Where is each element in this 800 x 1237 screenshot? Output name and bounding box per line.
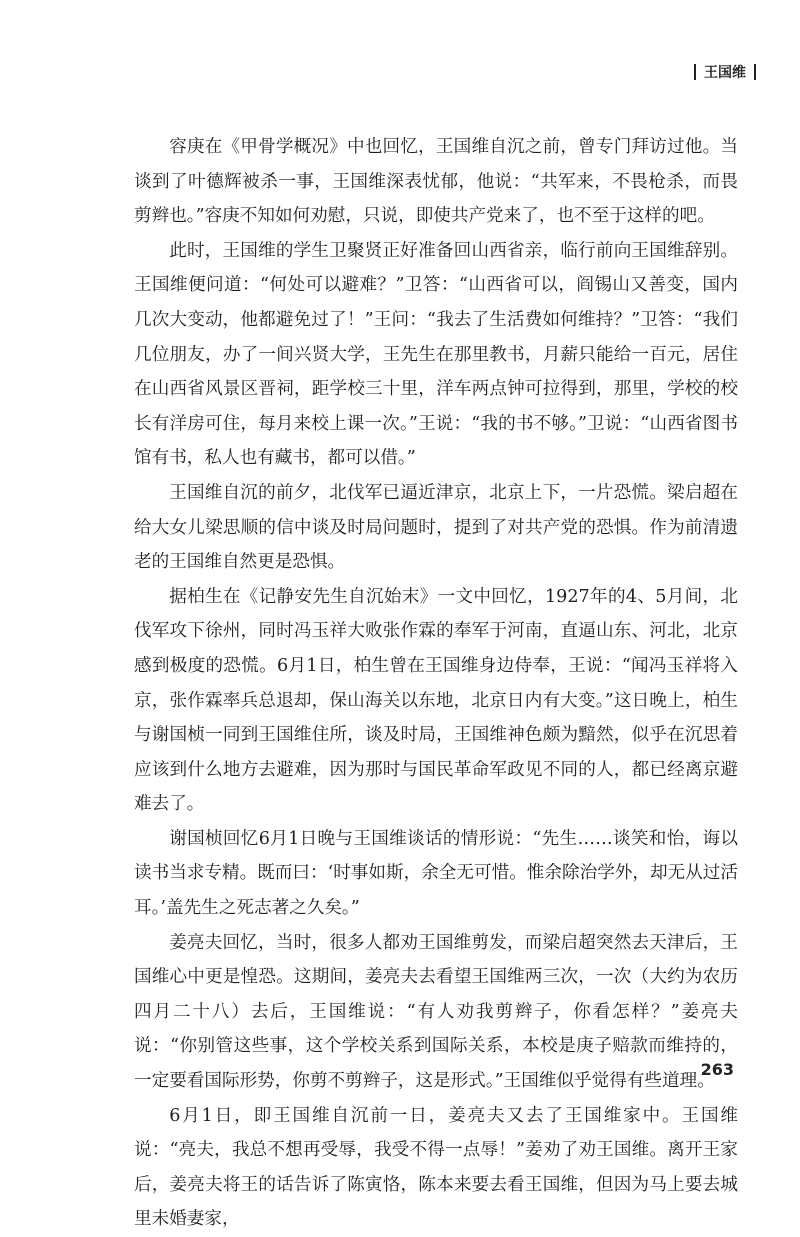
paragraph: 姜亮夫回忆，当时，很多人都劝王国维剪发，而梁启超突然去天津后，王国维心中更是惶恐。这期间，姜亮夫去看望王国维两三次，一次（大约为农历四月二十八）去后，王国维说：“有人劝我剪辫子，你看怎样？”姜亮夫说：“你别管这些事，这个学校关系到国际关系，本校是庚子赔款而维持的，一定要看国际形势，你剪不剪辫子，这是形式。”王国维似乎觉得有些道理。 [134, 932, 738, 1092]
header-right-rule [754, 64, 756, 80]
paragraph: 6月1日，即王国维自沉前一日，姜亮夫又去了王国维家中。王国维说：“亮夫，我总不想再受辱，我受不得一点辱！”姜劝了劝王国维。离开王家后，姜亮夫将王的话告诉了陈寅恪，陈本来要去看王国维，但因为马上要去城里未婚妻家， [134, 1105, 738, 1230]
paragraph: 王国维自沉的前夕，北伐军已逼近津京，北京上下，一片恐慌。梁启超在给大女儿梁思顺的信中谈及时局问题时，提到了对共产党的恐惧。作为前清遗老的王国维自然更是恐惧。 [134, 482, 738, 573]
page-number: 263 [700, 1060, 734, 1079]
body-text [134, 130, 738, 1237]
chapter-title: 王国维 [704, 65, 746, 81]
paragraph: 容庚在《甲骨学概况》中也回忆，王国维自沉之前，曾专门拜访过他。当谈到了叶德辉被杀一事，王国维深表忧郁，他说：“共军来，不畏枪杀，而畏剪辫也。”容庚不知如何劝慰，只说，即使共产党来了，也不至于这样的吧。 [134, 137, 738, 227]
paragraph: 此时，王国维的学生卫聚贤正好准备回山西省亲，临行前向王国维辞别。王国维便问道：“何处可以避难？”卫答：“山西省可以，阎锡山又善变，国内几次大变动，他都避免过了！”王问：“我去了生活费如何维持？”卫答：“我们几位朋友，办了一间兴贤大学，王先生在那里教书，月薪只能给一百元，居住在山西省风景区晋祠，距学校三十里，洋车两点钟可拉得到，那里，学校的校长有洋房可住，每月来校上课一次。”王说：“我的书不够。”卫说：“山西省图书馆有书，私人也有藏书，都可以借。” [134, 240, 738, 469]
paragraph: 谢国桢回忆6月1日晚与王国维谈话的情形说：“先生……谈笑和怡，诲以读书当求专精。既而曰：‘时事如斯，余全无可惜。惟余除治学外，却无从过活耳。’盖先生之死志著之久矣。” [134, 828, 738, 919]
header-left-rule [694, 64, 696, 80]
paragraph: 据柏生在《记静安先生自沉始末》一文中回忆，1927年的4、5月间，北伐军攻下徐州，同时冯玉祥大败张作霖的奉军于河南，直逼山东、河北，北京感到极度的恐慌。6月1日，柏生曾在王国维身边侍奉，王说：“闻冯玉祥将入京，张作霖率兵总退却，保山海关以东地，北京日内有大变。”这日晚上，柏生与谢国桢一同到王国维住所，谈及时局，王国维神色颇为黯然，似乎在沉思着应该到什么地方去避难，因为那时与国民革命军政见不同的人，都已经离京避难去了。 [134, 586, 738, 815]
running-header [694, 60, 756, 84]
